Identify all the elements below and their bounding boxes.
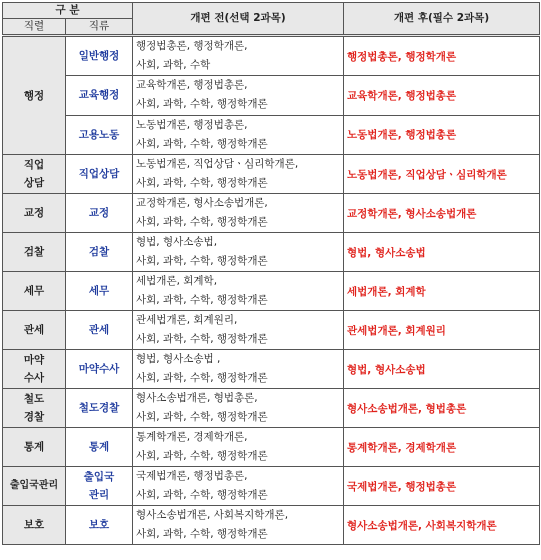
before-line: 형법, 형사소송법 ,	[136, 353, 221, 365]
category-line: 관리	[88, 489, 110, 501]
before-line: 세법개론, 회계학,	[136, 275, 218, 287]
before-line: 사회, 과학, 수학, 행정학개론	[136, 528, 268, 540]
after-cell: 노동법개론, 행정법총론	[344, 115, 540, 154]
before-line: 사회, 과학, 수학, 행정학개론	[136, 294, 268, 306]
rank-line: 경찰	[23, 411, 45, 423]
table-row	[3, 115, 540, 154]
before-cell	[133, 467, 344, 506]
before-cell	[133, 115, 344, 154]
before-line: 행정법총론, 행정학개론,	[136, 40, 248, 53]
category-line: 출입국	[83, 471, 115, 483]
rank-line: 철도	[23, 393, 45, 405]
after-cell: 형사소송법개론, 사회복지학개론	[344, 506, 540, 545]
rank-cell: 통계	[3, 428, 66, 467]
rank-cell: 관세	[3, 311, 66, 350]
before-line: 사회, 과학, 수학, 행정학개론	[136, 489, 268, 501]
before-cell	[133, 506, 344, 545]
category-cell: 관세	[66, 311, 133, 350]
category-cell: 교정	[66, 194, 133, 233]
before-cell	[133, 155, 344, 194]
category-cell: 철도경찰	[66, 389, 133, 428]
rank-cell: 세무	[3, 272, 66, 311]
rank-line: 상담	[23, 177, 45, 189]
table-row	[3, 272, 540, 311]
category-cell: 세무	[66, 272, 133, 311]
header-after: 개편 후(필수 2과목)	[344, 3, 540, 36]
rank-cell	[3, 350, 66, 389]
table-row	[3, 155, 540, 194]
rank-cell: 행정	[3, 36, 66, 155]
rank-cell	[3, 155, 66, 194]
category-cell: 보호	[66, 506, 133, 545]
table-row	[3, 428, 540, 467]
category-cell	[66, 467, 133, 506]
rank-cell: 보호	[3, 506, 66, 545]
exam-subject-table	[2, 2, 540, 545]
category-cell: 마약수사	[66, 350, 133, 389]
after-cell: 국제법개론, 행정법총론	[344, 467, 540, 506]
table-row	[3, 389, 540, 428]
category-cell: 검찰	[66, 233, 133, 272]
category-cell: 통계	[66, 428, 133, 467]
rank-line: 수사	[23, 372, 45, 384]
header-rank: 직렬	[3, 19, 66, 36]
before-cell	[133, 194, 344, 233]
table-row	[3, 467, 540, 506]
category-cell: 고용노동	[66, 115, 133, 154]
before-line: 형법, 형사소송법,	[136, 236, 218, 248]
before-line: 노동법개론, 직업상담ㆍ심리학개론,	[136, 158, 299, 170]
before-line: 사회, 과학, 수학, 행정학개론	[136, 333, 268, 345]
after-cell: 교육학개론, 행정법총론	[344, 76, 540, 115]
before-cell	[133, 350, 344, 389]
after-cell: 형법, 형사소송법	[344, 233, 540, 272]
after-cell: 교정학개론, 형사소송법개론	[344, 194, 540, 233]
table-row	[3, 506, 540, 545]
category-cell: 교육행정	[66, 76, 133, 115]
header-category: 직류	[66, 19, 133, 36]
after-cell: 형사소송법개론, 형법총론	[344, 389, 540, 428]
before-line: 사회, 과학, 수학, 행정학개론	[136, 137, 268, 150]
rank-cell: 검찰	[3, 233, 66, 272]
before-line: 사회, 과학, 수학, 행정학개론	[136, 216, 268, 228]
table-row	[3, 36, 540, 76]
before-line: 관세법개론, 회계원리,	[136, 314, 238, 326]
before-line: 국제법개론, 행정법총론,	[136, 470, 248, 482]
before-cell	[133, 76, 344, 115]
after-cell: 행정법총론, 행정학개론	[344, 36, 540, 76]
before-cell	[133, 389, 344, 428]
rank-cell: 교정	[3, 194, 66, 233]
before-cell	[133, 272, 344, 311]
before-cell	[133, 233, 344, 272]
header-group: 구 분	[3, 3, 133, 19]
before-line: 노동법개론, 행정법총론,	[136, 118, 248, 131]
before-cell	[133, 311, 344, 350]
before-line: 사회, 과학, 수학, 행정학개론	[136, 98, 268, 111]
table-row	[3, 311, 540, 350]
before-line: 통계학개론, 경제학개론,	[136, 431, 248, 443]
after-cell: 형법, 형사소송법	[344, 350, 540, 389]
rank-line: 마약	[23, 354, 45, 366]
table-row	[3, 233, 540, 272]
after-cell: 관세법개론, 회계원리	[344, 311, 540, 350]
after-cell: 통계학개론, 경제학개론	[344, 428, 540, 467]
table-row	[3, 350, 540, 389]
before-line: 사회, 과학, 수학, 행정학개론	[136, 450, 268, 462]
category-cell: 일반행정	[66, 36, 133, 76]
rank-cell	[3, 389, 66, 428]
after-cell: 세법개론, 회계학	[344, 272, 540, 311]
before-line: 사회, 과학, 수학, 행정학개론	[136, 372, 268, 384]
before-cell	[133, 428, 344, 467]
before-line: 사회, 과학, 수학, 행정학개론	[136, 411, 268, 423]
before-line: 사회, 과학, 수학, 행정학개론	[136, 177, 268, 189]
category-cell: 직업상담	[66, 155, 133, 194]
table-row	[3, 194, 540, 233]
rank-line: 직업	[23, 159, 45, 171]
after-cell: 노동법개론, 직업상담ㆍ심리학개론	[344, 155, 540, 194]
before-cell	[133, 36, 344, 76]
before-line: 사회, 과학, 수학, 행정학개론	[136, 255, 268, 267]
header-before: 개편 전(선택 2과목)	[133, 3, 344, 36]
before-line: 형사소송법개론, 형법총론,	[136, 392, 258, 404]
before-line: 형사소송법개론, 사회복지학개론,	[136, 509, 289, 521]
rank-cell: 출입국관리	[3, 467, 66, 506]
table-row	[3, 76, 540, 115]
before-line: 교육학개론, 행정법총론,	[136, 79, 248, 92]
before-line: 교정학개론, 형사소송법개론,	[136, 197, 268, 209]
before-line: 사회, 과학, 수학	[136, 59, 211, 72]
